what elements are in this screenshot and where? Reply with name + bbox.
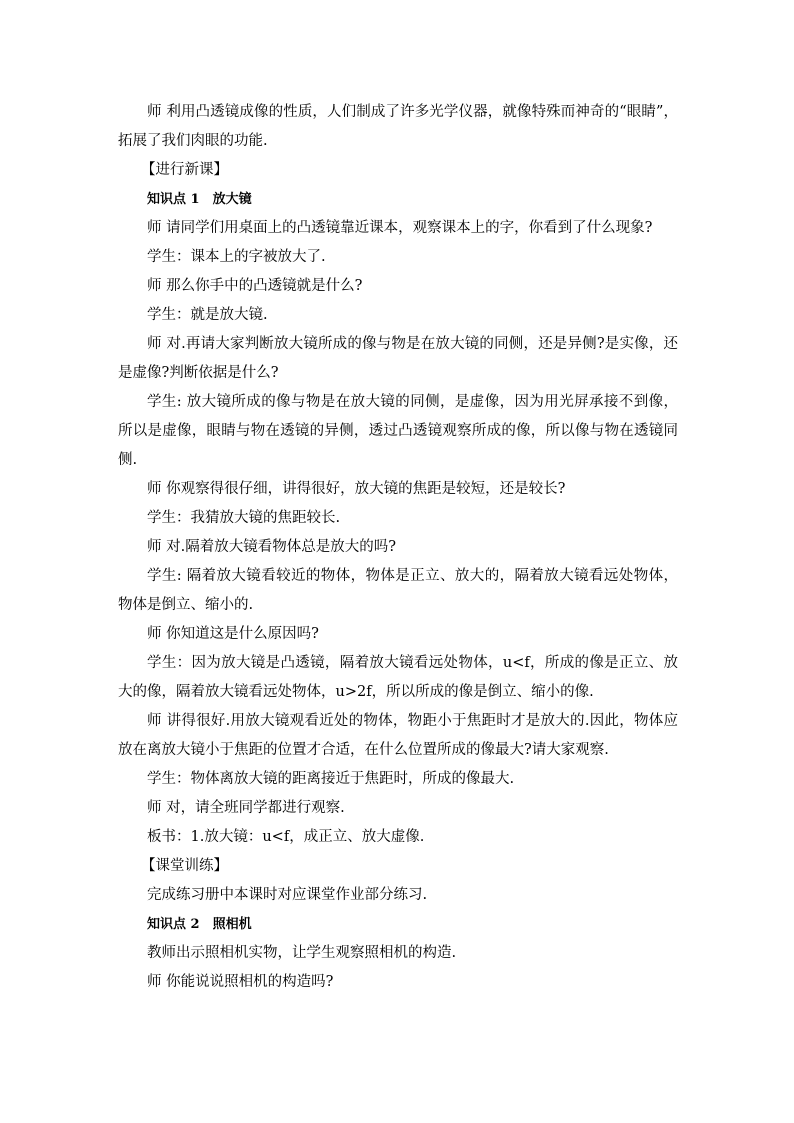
paragraph: 师 你知道这是什么原因吗? — [147, 626, 319, 642]
paragraph: 学生：因为放大镜是凸透镜，隔着放大镜看远处物体，u<f，所成的像是正立、放大的像，隔着放大镜看远处物体，u>2f，所以所成的像是倒立、缩小的像. — [118, 655, 678, 700]
paragraph: 学生：物体离放大镜的距离接近于焦距时，所成的像最大. — [147, 771, 515, 787]
section-title: 【课堂训练】 — [141, 858, 228, 874]
paragraph: 师 讲得很好.用放大镜观看近处的物体，物距小于焦距时才是放大的.因此，物体应放在离放大镜小于焦距的位置才合适，在什么位置所成的像最大?请大家观察. — [118, 713, 678, 758]
paragraph: 板书：1.放大镜：u<f，成正立、放大虚像. — [147, 829, 425, 845]
knowledge-heading: 知识点 1 放大镜 — [147, 192, 252, 207]
paragraph: 学生: 放大镜所成的像与物是在放大镜的同侧，是虚像，因为用光屏承接不到像，所以是虚像，眼睛与物在透镜的异侧，透过凸透镜观察所成的像，所以像与物在透镜同侧. — [118, 394, 678, 468]
paragraph: 学生: 隔着放大镜看较近的物体，物体是正立、放大的，隔着放大镜看远处物体，物体是倒立、缩小的. — [118, 568, 678, 613]
paragraph: 师 请同学们用桌面上的凸透镜靠近课本，观察课本上的字，你看到了什么现象? — [147, 220, 653, 236]
paragraph: 师 对，请全班同学都进行观察. — [147, 800, 345, 816]
document-page — [118, 98, 678, 997]
paragraph: 师 对.隔着放大镜看物体总是放大的吗? — [147, 539, 396, 555]
section-title: 【进行新课】 — [141, 162, 228, 178]
paragraph: 学生：我猜放大镜的焦距较长. — [147, 510, 341, 526]
paragraph: 学生：就是放大镜. — [147, 307, 268, 323]
paragraph: 教师出示照相机实物，让学生观察照相机的构造. — [147, 945, 457, 961]
paragraph: 师 那么你手中的凸透镜就是什么? — [147, 278, 363, 294]
paragraph: 师 对.再请大家判断放大镜所成的像与物是在放大镜的同侧，还是异侧?是实像，还是虚像?判断依据是什么? — [118, 336, 678, 381]
paragraph: 师 你观察得很仔细，讲得很好，放大镜的焦距是较短，还是较长? — [147, 481, 566, 497]
knowledge-heading: 知识点 2 照相机 — [147, 917, 252, 932]
paragraph: 学生：课本上的字被放大了. — [147, 249, 326, 265]
paragraph: 完成练习册中本课时对应课堂作业部分练习. — [147, 887, 428, 903]
paragraph: 师 利用凸透镜成像的性质，人们制成了许多光学仪器，就像特殊而神奇的“眼睛”，拓展了我们肉眼的功能. — [118, 104, 678, 149]
paragraph: 师 你能说说照相机的构造吗? — [147, 974, 334, 990]
